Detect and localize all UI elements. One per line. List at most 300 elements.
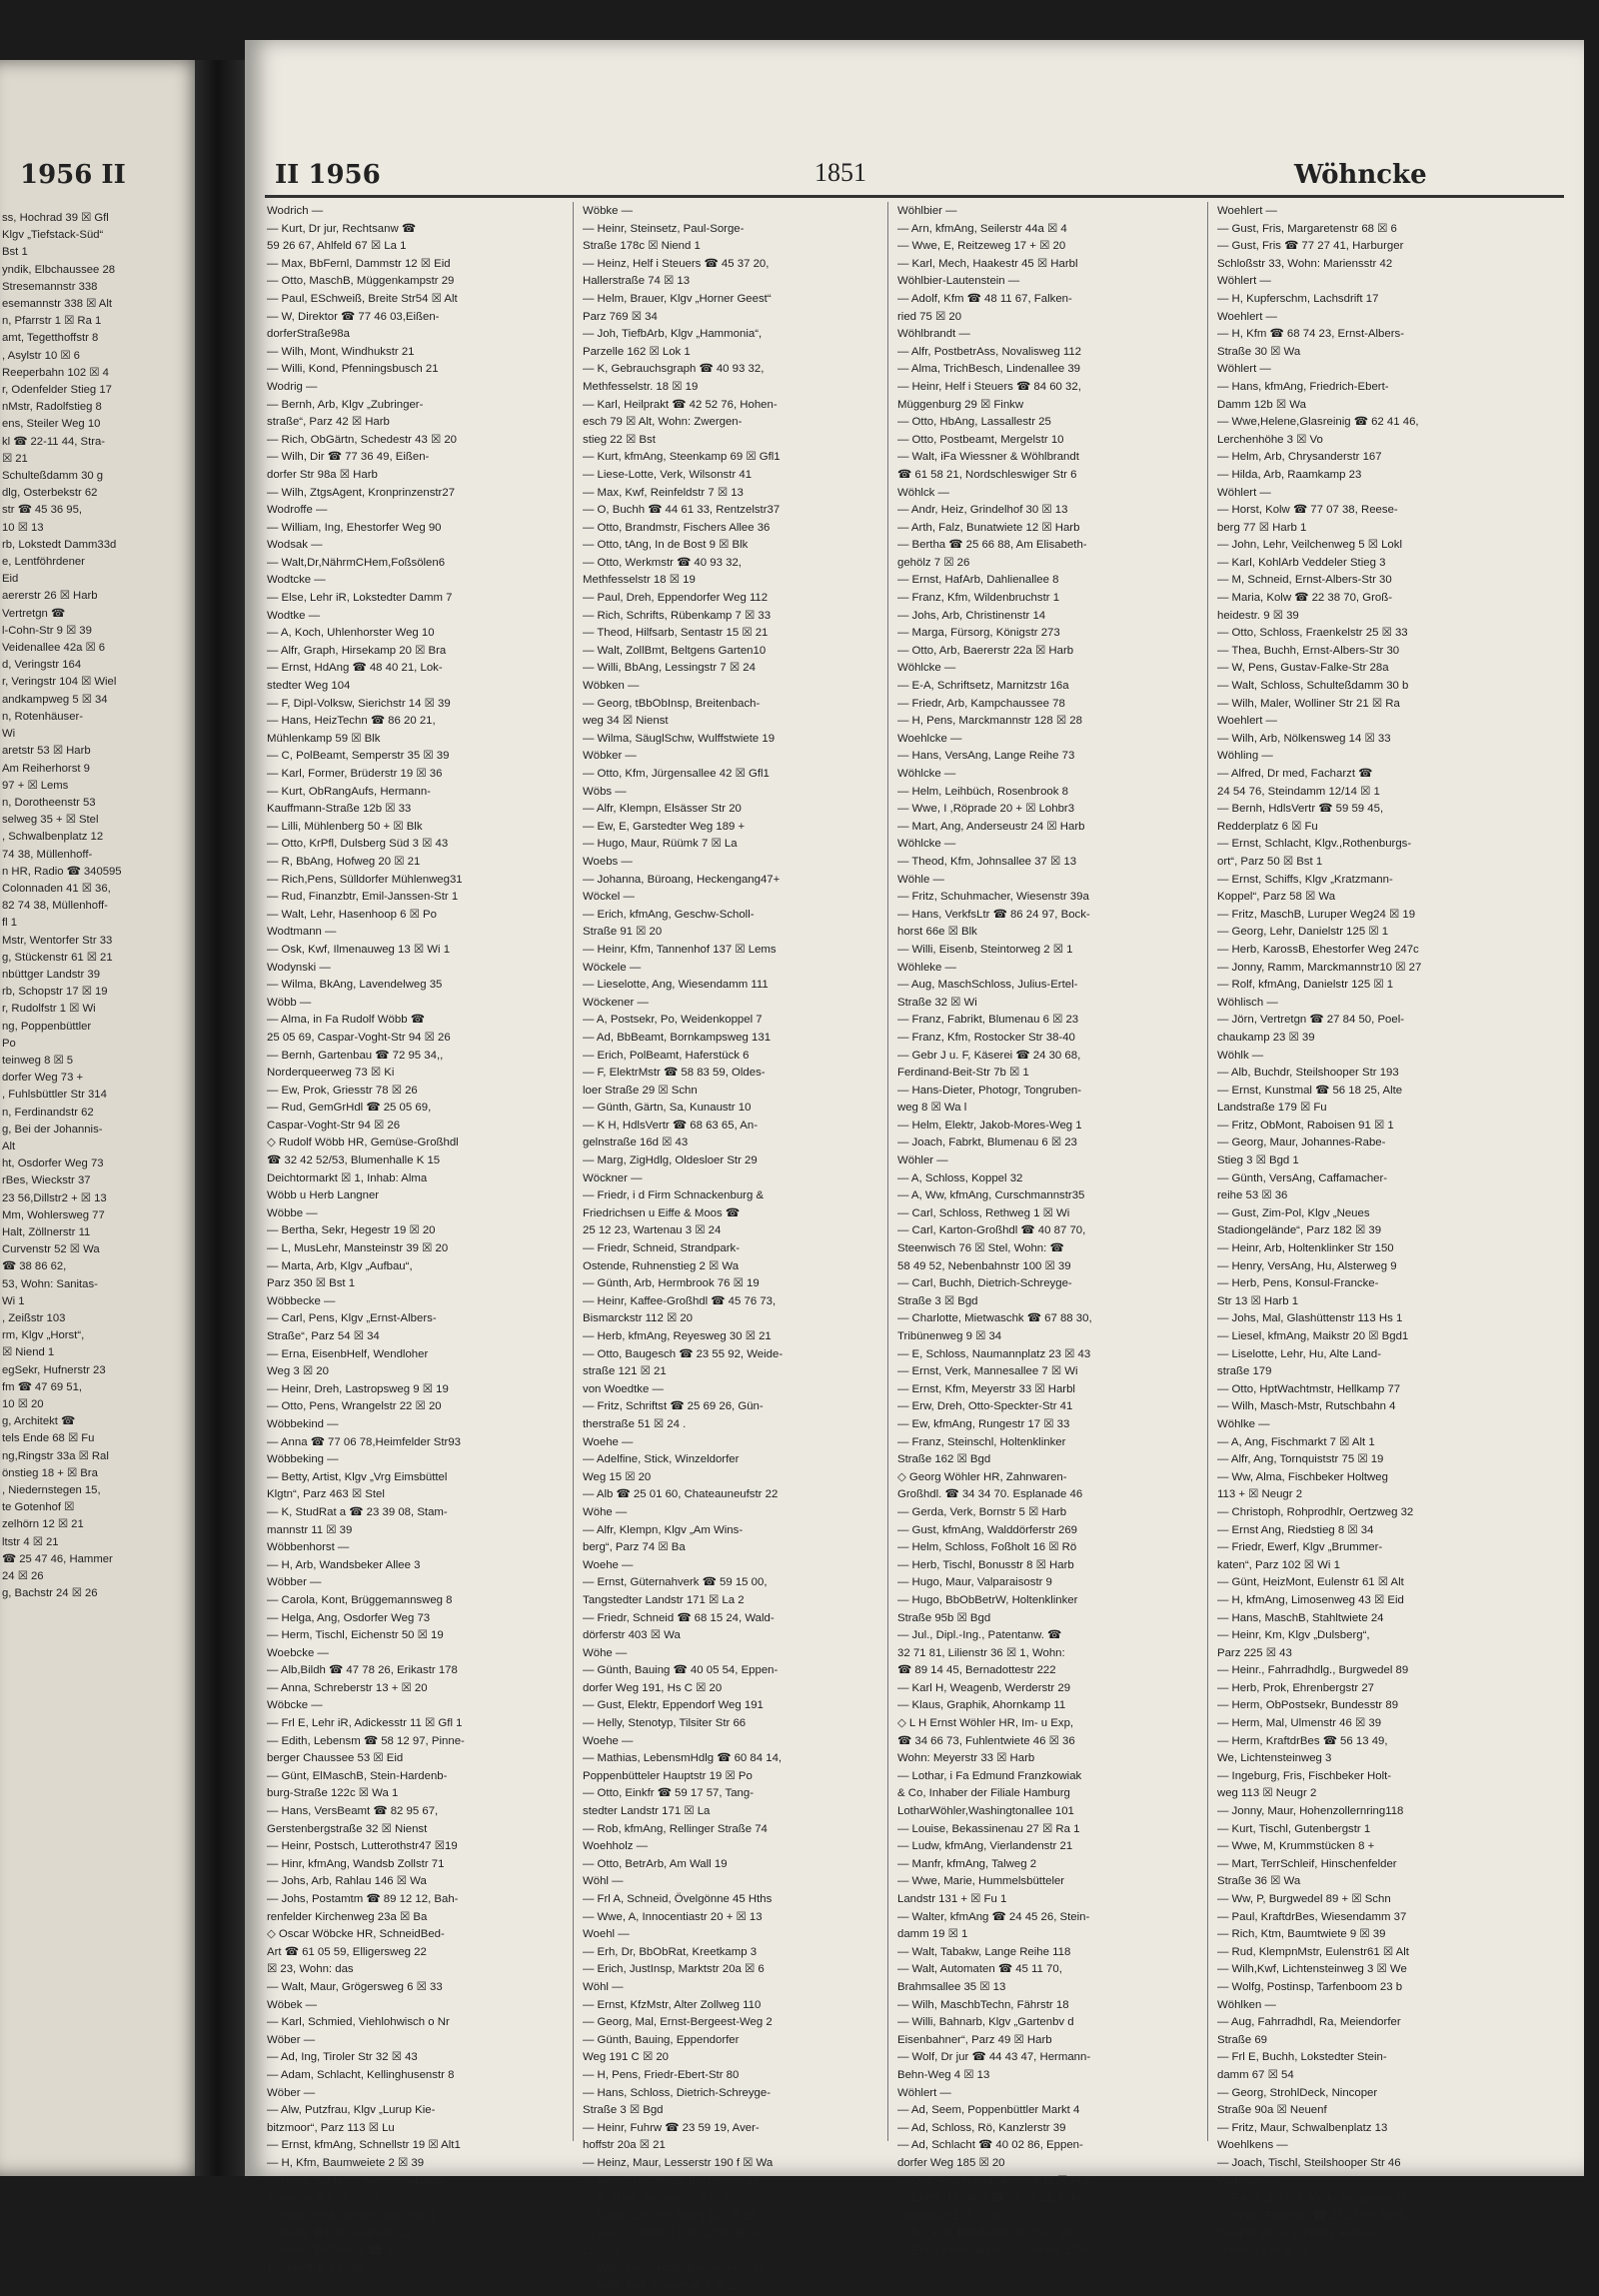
directory-entry: mannstr 24 ☒ 1, Wohn: Fieken-: [1217, 2227, 1378, 2240]
surname-heading: Wodtke —: [267, 609, 320, 622]
directory-entry: ◇ Georg Wöhler HR, Zahnwaren-: [897, 1470, 1067, 1483]
directory-entry: — Friedr, i d Firm Schnackenburg &: [583, 1189, 765, 1202]
directory-entry: — Wilma, SäuglSchw, Wulffstwiete 19: [583, 732, 776, 745]
directory-entry: — Otto, BetrArb, Am Wall 19: [583, 1857, 728, 1870]
directory-entry: — Carl, Schloss, Rethweg 1 ☒ Wi: [897, 1206, 1070, 1219]
directory-entry: — A, Koch, Uhlenhorster Weg 10: [267, 627, 435, 640]
directory-entry: — A, Schloss, Koppel 32: [897, 1171, 1023, 1184]
directory-entry: — Hans, MaschB, Stahltwiete 24: [1217, 1611, 1384, 1624]
directory-entry: — Bernh, Gartenbau ☎ 72 95 34,,: [267, 1049, 444, 1062]
directory-entry: — Otto, Kfm, Jürgensallee 42 ☒ Gfl1: [583, 768, 770, 780]
directory-entry: — Walter, kfmAng ☎ 24 45 26, Stein-: [897, 1910, 1090, 1923]
directory-entry: — Paul, ESchweiß, Breite Str54 ☒ Alt: [267, 292, 458, 305]
directory-entry: — Gust, Fris, Margaretenstr 68 ☒ 6: [1217, 222, 1397, 235]
surname-heading: von Woedtke —: [583, 1382, 664, 1395]
directory-entry: — Ernst, KfzMstr, Alter Zollweg 110: [583, 1998, 762, 2011]
directory-line: 82 74 38, Müllenhoff-: [2, 900, 108, 913]
directory-entry: — Paul, Schuhm., Loh, Lohbrügger: [583, 2227, 762, 2240]
directory-line: r, Rudolfstr 1 ☒ Wi: [2, 1003, 96, 1016]
directory-entry: — W, Pens, Gustav-Falke-Str 28a: [1217, 662, 1389, 675]
surname-heading: Wodrich —: [267, 205, 324, 217]
directory-column-2: [583, 203, 882, 2296]
directory-entry: chaukamp 23 ☒ 39: [1217, 1031, 1315, 1044]
directory-entry: — Rob, kfmAng, Rellinger Straße 74: [583, 1822, 768, 1835]
directory-entry: — Johs, Arb, Christinenstr 14: [897, 609, 1046, 622]
directory-entry: — H, Kupferschm, Lachsdrift 17: [1217, 292, 1379, 305]
directory-entry: — Wilma, BkAng, Lavendelweg 35: [267, 979, 443, 992]
directory-line: ☒ 21: [2, 452, 28, 465]
directory-line: aererstr 26 ☒ Harb: [2, 590, 98, 603]
surname-heading: Wöhlken —: [1217, 1998, 1276, 2011]
directory-line: g, Bachstr 24 ☒ 26: [2, 1587, 98, 1600]
directory-entry: — Max, BbFernl, Dammstr 12 ☒ Eid: [267, 257, 451, 270]
directory-entry: ort“, Parz 50 ☒ Bst 1: [1217, 855, 1323, 868]
directory-line: Po: [2, 1037, 16, 1050]
directory-entry: — Fritz, MaschB, Luruper Weg24 ☒ 19: [1217, 908, 1416, 921]
directory-entry: — Ad, BbBeamt, Bornkampsweg 131: [583, 1031, 772, 1044]
directory-entry: Parz 225 ☒ 43: [1217, 1646, 1292, 1659]
directory-entry: — Horst, Kolw ☎ 77 07 38, Reese-: [1217, 504, 1398, 517]
directory-entry: — A, Postsekr, Po, Weidenkoppel 7: [583, 1014, 763, 1027]
directory-entry: — M, Schneid, Ernst-Albers-Str 30: [1217, 574, 1392, 587]
directory-entry: — Hans, VersBeamt ☎ 82 95 67,: [267, 1805, 439, 1818]
directory-entry: weg 8 ☒ Wa l: [897, 1102, 967, 1115]
directory-entry: — Wilh, Masch-Mstr, Rutschbahn 4: [1217, 1400, 1396, 1413]
directory-entry: Kauffmann-Straße 12b ☒ 33: [267, 803, 412, 816]
directory-entry: Bismarckstr 112 ☒ 20: [583, 1312, 694, 1325]
directory-entry: — Adam, Schlacht, Kellinghusenstr 8: [267, 2068, 455, 2081]
directory-entry: — Henry, VersAng, Hu, Alsterweg 9: [1217, 1259, 1397, 1272]
directory-entry: — H, kfmAng, Limosenweg 43 ☒ Eid: [1217, 1593, 1404, 1606]
surname-heading: Wöhlck —: [897, 486, 949, 499]
directory-line: egSekr, Hufnerstr 23: [2, 1363, 106, 1376]
directory-entry: Straße 3 ☒ Bgd: [897, 1294, 978, 1307]
directory-line: zelhörn 12 ☒ 21: [2, 1518, 84, 1531]
directory-entry: — Fritz, Maur, Schwalbenplatz 13: [1217, 2121, 1388, 2134]
directory-line: n, Ferdinandstr 62: [2, 1106, 94, 1119]
directory-entry: Art ☎ 61 05 59, Elligersweg 22: [267, 1945, 427, 1958]
directory-entry: — Ww, P, Burgwedel 89 + ☒ Schn: [1217, 1893, 1391, 1905]
directory-entry: ciusstraße 179 ☒ 33: [897, 2209, 1001, 2222]
directory-line: g, Stückenstr 61 ☒ 21: [2, 951, 113, 964]
directory-entry: & Co, Inhaber der Filiale Hamburg: [897, 1787, 1070, 1800]
page-header: [245, 40, 1584, 200]
directory-entry: — Hans, Schloss, Dietrich-Schreyge-: [583, 2086, 772, 2099]
directory-entry: — C, PolBeamt, Semperstr 35 ☒ 39: [267, 750, 450, 763]
surname-heading: Wöhlert —: [1217, 275, 1271, 288]
directory-entry: — Otto, Einkfr ☎ 59 17 57, Tang-: [583, 1787, 754, 1800]
directory-line: dorfer Weg 73 +: [2, 1072, 84, 1085]
directory-line: d, Veringstr 164: [2, 659, 82, 672]
directory-entry: — Günt, HeizMont, Eulenstr 61 ☒ Alt: [1217, 1576, 1404, 1589]
directory-entry: — Joach, Fabrkt, Blumenau 6 ☒ 23: [897, 1137, 1077, 1149]
directory-entry: — Jul., Dipl.-Ing., Patentanw. ☎: [897, 1629, 1062, 1642]
directory-entry: dorfer Weg 185 ☒ 20: [897, 2156, 1005, 2169]
surname-heading: Wöhlbier —: [897, 205, 957, 217]
directory-entry: — Adelfine, Stick, Winzeldorfer: [583, 1453, 740, 1466]
directory-entry: — Bertha, Sekr, Hegestr 19 ☒ 20: [267, 1224, 436, 1237]
directory-entry: ◇ Oscar Wöbcke HR, SchneidBed-: [267, 1928, 445, 1941]
directory-entry: Lerchenhöhe 3 ☒ Vo: [1217, 433, 1323, 446]
directory-entry: heidestr. 9 ☒ 39: [1217, 609, 1299, 622]
surname-heading: Woebs —: [583, 855, 633, 868]
directory-entry: — Helga, Ang, Osdorfer Weg 73: [267, 1611, 431, 1624]
surname-heading: Wöbb —: [267, 996, 312, 1009]
directory-entry: — Fritz, Schuhmacher, Wiesenstr 39a: [897, 891, 1089, 904]
directory-entry: — K, Mont, Wohlwillstr 7 ☒ 4: [583, 2192, 730, 2205]
surname-heading: Wöbker —: [583, 750, 637, 763]
directory-entry: stieg 22 ☒ Bst: [583, 433, 656, 446]
directory-entry: — Gust, Elektr, Eppendorf Weg 191: [583, 1699, 764, 1712]
directory-entry: — John, Lehr, Veilchenweg 5 ☒ Lokl: [1217, 539, 1402, 552]
directory-entry: — Herb, Prok, Ehrenbergstr 27: [1217, 1681, 1375, 1694]
directory-entry: Wöbb u Herb Langner: [267, 1189, 380, 1202]
directory-entry: — H, Pens, Friedr-Ebert-Str 80: [583, 2068, 740, 2081]
directory-entry: — Willi, Kond, Pfenningsbusch 21: [267, 363, 439, 376]
directory-entry: — Bernh, HdlsVertr ☎ 59 59 45,: [1217, 803, 1384, 816]
directory-entry: — Erh, Dr, BbObRat, Kreetkamp 3: [583, 1945, 758, 1958]
directory-entry: — Otto, Pens, Wrangelstr 22 ☒ 20: [267, 1400, 442, 1413]
directory-entry: straße 121 ☒ 21: [583, 1365, 667, 1378]
directory-entry: — Lilli, Mühlenberg 50 + ☒ Blk: [267, 820, 423, 833]
directory-entry: — Rolf, kfmAng, Danielstr 125 ☒ 1: [1217, 979, 1394, 992]
surname-heading: Wodrig —: [267, 380, 318, 393]
directory-entry: — Hugo, BbObBetrW, Holtenklinker: [897, 1593, 1078, 1606]
surname-heading: Wöhle —: [897, 873, 944, 886]
page-number: 1851: [814, 158, 866, 187]
directory-entry: — Carola, Kont, Brüggemannsweg 8: [267, 1593, 453, 1606]
directory-column-4: [1217, 203, 1517, 2260]
directory-entry: — Heinr, Kaffee-Großhdl ☎ 45 76 73,: [583, 1294, 777, 1307]
directory-entry: — Mart, Ang, Anderseustr 24 ☒ Harb: [897, 820, 1085, 833]
directory-entry: — Ew, Prok, Griesstr 78 ☒ 26: [267, 1084, 418, 1097]
directory-entry: — Alfr, Klempn, Klgv „Am Wins-: [583, 1523, 744, 1536]
directory-entry: — Otto, tAng, In de Bost 9 ☒ Blk: [583, 539, 749, 552]
directory-entry: Str 13 ☒ Harb 1: [1217, 1294, 1299, 1307]
directory-line: e, Lentföhrdener: [2, 556, 85, 569]
directory-entry: — Maria, Kolw ☎ 22 38 70, Groß-: [1217, 592, 1392, 605]
directory-line: rm, Klgv „Horst“,: [2, 1329, 85, 1342]
directory-entry: — Wilh, Maler, Wolliner Str 21 ☒ Ra: [1217, 697, 1400, 710]
surname-heading: Wöhling —: [1217, 750, 1273, 763]
directory-entry: stedter Weg 104: [267, 680, 351, 693]
directory-entry: ried 75 ☒ 20: [897, 310, 962, 323]
directory-entry: straße 179: [1217, 1365, 1272, 1378]
directory-line: ss, Hochrad 39 ☒ Gfl: [2, 212, 109, 224]
directory-entry: — Heinr, Helf i Steuers ☎ 84 60 32,: [897, 380, 1081, 393]
directory-entry: — Otto, Baugesch ☎ 23 55 92, Weide-: [583, 1347, 784, 1360]
directory-entry: — Heinr, BbObInsp ☎ 38 60 64,: [267, 2244, 434, 2257]
surname-heading: Woehlcke —: [897, 732, 962, 745]
directory-entry: — E-A, Schriftsetz, Marnitzstr 16a: [897, 680, 1069, 693]
directory-entry: — Hans, Schlacht, Hermann-Kauff-: [267, 2174, 446, 2187]
directory-entry: — Friedr, Ewerf, Klgv „Brummer-: [1217, 1541, 1383, 1554]
directory-entry: — Heinr, Dreh, Lastropsweg 9 ☒ 19: [267, 1382, 449, 1395]
directory-entry: Landstraße 179 ☒ Fu: [1217, 1102, 1327, 1115]
directory-entry: — Kurt, kfmAng, Steenkamp 69 ☒ Gfl1: [583, 451, 781, 464]
directory-line: , Asylstr 10 ☒ 6: [2, 349, 80, 362]
directory-entry: berger Chaussee 53 ☒ Eid: [267, 1752, 404, 1765]
directory-entry: — Gust, Zim-Pol, Klgv „Neues: [1217, 1206, 1370, 1219]
directory-entry: — Wilh, ZtgsAgent, Kronprinzenstr27: [267, 486, 456, 499]
surname-heading: Wöhler —: [897, 1154, 948, 1167]
directory-entry: — Otto, Arb, Baererstr 22a ☒ Harb: [897, 644, 1074, 657]
directory-entry: — Alb ☎ 25 01 60, Chateauneufstr 22: [583, 1488, 779, 1501]
directory-entry: — Liselotte, Lehr, Hu, Alte Land-: [1217, 1347, 1381, 1360]
directory-entry: — Ludw, kfmAng, Vierlandenstr 21: [897, 1840, 1073, 1853]
directory-entry: — Jörn, Vertretgn ☎ 27 84 50, Poel-: [1217, 1014, 1405, 1027]
directory-entry: straße“, Parz 42 ☒ Harb: [267, 416, 390, 429]
directory-line: Vertretgn ☎: [2, 607, 66, 620]
directory-entry: — Erich, JustInsp, Marktstr 20a ☒ 6: [583, 1963, 765, 1976]
directory-entry: — Günth, VersAng, Caffamacher-: [1217, 1171, 1388, 1184]
directory-entry: — Kurt, Tischl, Gutenbergstr 1: [1217, 1822, 1371, 1835]
directory-line: te Gotenhof ☒: [2, 1501, 75, 1514]
directory-entry: — Friedr, Schneid, Strandpark-: [583, 1242, 741, 1255]
directory-entry: — Friedr, Schneid ☎ 68 15 24, Wald-: [583, 1611, 775, 1624]
directory-entry: — Arth, Falz, Bunatwiete 12 ☒ Harb: [897, 521, 1080, 534]
directory-entry: — Wilh, Arb, Nölkensweg 14 ☒ 33: [1217, 732, 1391, 745]
directory-line: nbüttger Landstr 39: [2, 968, 100, 981]
directory-line: Stresemannstr 338: [2, 280, 98, 293]
directory-entry: — Heinr, Km, Klgv „Dulsberg“,: [1217, 1629, 1370, 1642]
directory-entry: dorferStraße98a: [267, 328, 350, 341]
surname-heading: Wöckener —: [583, 996, 649, 1009]
directory-entry: — Erw, Dreh, Otto-Speckter-Str 41: [897, 1400, 1073, 1413]
directory-entry: — Hans-Dieter, Photogr, Tongruben-: [897, 1084, 1082, 1097]
directory-entry: — Wilh, MaschbTechn, Fährstr 18: [897, 1998, 1069, 2011]
directory-entry: — Rud, GemGrHdl ☎ 25 05 69,: [267, 1102, 432, 1115]
directory-entry: — Lothar, i Fa Edmund Franzkowiak: [897, 1769, 1082, 1782]
surname-heading: Woehlert —: [1217, 715, 1277, 728]
directory-entry: — Kurt, ObRangAufs, Hermann-: [267, 785, 431, 798]
directory-entry: — Else, Lehr iR, Lokstedter Damm 7: [267, 592, 453, 605]
directory-line: nMstr, Radolfstieg 8: [2, 401, 102, 414]
directory-entry: Straße 91 ☒ 20: [583, 926, 663, 939]
directory-line: Halt, Zöllnerstr 11: [2, 1225, 91, 1238]
directory-entry: Mühlenkamp 59 ☒ Blk: [267, 732, 381, 745]
directory-entry: ☎ 61 58 21, Nordschleswiger Str 6: [897, 468, 1077, 481]
directory-entry: — Günth, Gärtn, Sa, Kunaustr 10: [583, 1102, 752, 1115]
surname-heading: Wöckner —: [583, 1171, 643, 1184]
directory-entry: — Marga, Fürsorg, Königstr 273: [897, 627, 1060, 640]
surname-heading: Wöbbe —: [267, 1206, 318, 1219]
column-divider: [573, 202, 574, 2141]
directory-line: n, Rotenhäuser-: [2, 710, 84, 723]
directory-entry: — Otto, KrPfl, Dulsberg Süd 3 ☒ 43: [267, 838, 449, 851]
directory-entry: — Herm, Mal, Ulmenstr 46 ☒ 39: [1217, 1717, 1382, 1730]
directory-entry: — Friedr, ZimPol, Mellenbergsweg 91: [1217, 2192, 1408, 2205]
directory-entry: — Johs, Arb, Rahlau 146 ☒ Wa: [267, 1875, 427, 1888]
directory-entry: — H, Kfm ☎ 68 74 23, Ernst-Albers-: [1217, 328, 1405, 341]
directory-entry: — Mart, TerrSchleif, Hinschenfelder: [1217, 1857, 1397, 1870]
directory-line: rBes, Wieckstr 37: [2, 1174, 91, 1187]
directory-entry: Straße“, Parz 54 ☒ 34: [267, 1330, 380, 1342]
directory-entry: — Heinr, Steinsetz, Paul-Sorge-: [583, 222, 745, 235]
directory-entry: — O, Buchh ☎ 44 61 33, Rentzelstr37: [583, 504, 781, 517]
directory-entry: dorfweg 130 ☒ 33: [1217, 2244, 1309, 2257]
book-spine: [195, 60, 250, 2176]
directory-entry: — Hugo, Maur, Rüümk 7 ☒ La: [583, 838, 738, 851]
directory-entry: Großhdl. ☎ 34 34 70. Esplanade 46: [897, 1488, 1083, 1501]
surname-heading: Wöhe —: [583, 1646, 628, 1659]
directory-entry: 58 49 52, Nebenbahnstr 100 ☒ 39: [897, 1259, 1071, 1272]
directory-entry: dorfer Weg 191, Hs C ☒ 20: [583, 1681, 723, 1694]
directory-entry: Landstr 36: [583, 2244, 637, 2257]
directory-entry: berg 77 ☒ Harb 1: [1217, 521, 1307, 534]
directory-entry: — Herb, Pens, Konsul-Francke-: [1217, 1277, 1379, 1290]
directory-entry: — Wwe, A, Innocentiastr 20 + ☒ 13: [583, 1910, 763, 1923]
surname-heading: Woehl —: [583, 1928, 630, 1941]
directory-line: esemannstr 338 ☒ Alt: [2, 298, 112, 311]
directory-entry: — Wolf, Dr jur ☎ 44 43 47, Hermann-: [897, 2051, 1091, 2064]
directory-line: önstieg 18 + ☒ Bra: [2, 1466, 98, 1479]
directory-entry: horst 66e ☒ Blk: [897, 926, 977, 939]
directory-entry: — K, Gebrauchsgraph ☎ 40 93 32,: [583, 363, 765, 376]
surname-heading: Wöhlcke —: [897, 768, 956, 780]
directory-entry: — Ed, Kwf, Borgfelder Str 24 ☒ 26: [897, 2227, 1073, 2240]
directory-entry: — Karl, KohlArb Veddeler Stieg 3: [1217, 556, 1386, 569]
directory-entry: — Jonny, Ramm, Marckmannstr10 ☒ 27: [1217, 961, 1422, 974]
surname-heading: Wöbs —: [583, 785, 627, 798]
directory-entry: — Frl A, Schneid, Övelgönne 45 Hths: [583, 1893, 773, 1905]
directory-entry: — Fritz, Schriftst ☎ 25 69 26, Gün-: [583, 1400, 764, 1413]
directory-entry: Straße 69: [1217, 2033, 1268, 2046]
directory-entry: — Klaus, Graphik, Ahornkamp 11: [897, 1699, 1066, 1712]
directory-entry: loer Straße 29 ☒ Schn: [583, 1084, 698, 1097]
directory-entry: — Johanna, Büroang, Heckengang47+: [583, 873, 781, 886]
directory-entry: — Karl, Schmied, Viehlohwisch o Nr: [267, 2016, 450, 2029]
surname-heading: Wöhlcke —: [897, 662, 956, 675]
directory-entry: — Aug, Fahrradhdl, Ra, Meiendorfer: [1217, 2016, 1401, 2029]
directory-entry: — Ludw, Zim, Heußweg 108 ☒ 19: [583, 2209, 756, 2222]
directory-entry: — Hilda, Arb, Raamkamp 23: [1217, 468, 1362, 481]
directory-entry: Straße 3 ☒ Bgd: [583, 2104, 664, 2117]
directory-line: 97 + ☒ Lems: [2, 779, 69, 792]
directory-entry: berg“, Parz 74 ☒ Ba: [583, 1541, 686, 1554]
directory-entry: — Walt, Lehr, Hasenhoop 6 ☒ Po: [267, 908, 437, 921]
directory-entry: Tangstedter Landstr 171 ☒ La 2: [583, 1593, 745, 1606]
directory-page: [245, 40, 1584, 2293]
directory-entry: Weg 3 ☒ 20: [267, 1365, 329, 1378]
directory-line: l-Cohn-Str 9 ☒ 39: [2, 624, 92, 637]
directory-line: ☒ Niend 1: [2, 1346, 55, 1359]
directory-entry: dörferstr 403 ☒ Wa: [583, 1629, 681, 1642]
directory-entry: reihe 53 ☒ 36: [1217, 1189, 1288, 1202]
directory-entry: — Herm, KraftdrBes ☎ 56 13 49,: [1217, 1734, 1388, 1747]
directory-line: 23 56,Dillstr2 + ☒ 13: [2, 1191, 107, 1204]
directory-entry: Methfesselstr. 18 ☒ 19: [583, 380, 699, 393]
surname-heading: Wöhe —: [583, 1505, 628, 1518]
surname-heading: Wöhlbrandt —: [897, 328, 970, 341]
directory-entry: Hallerstraße 74 ☒ 13: [583, 275, 691, 288]
directory-entry: — Hugo, Maur, Valparaisostr 9: [897, 1576, 1052, 1589]
directory-entry: — Hans, VerkfsLtr ☎ 86 24 97, Bock-: [897, 908, 1090, 921]
directory-entry: — Helm, Elektr, Jakob-Mores-Weg 1: [897, 1119, 1082, 1132]
surname-heading: Woehlert —: [1217, 310, 1277, 323]
directory-entry: — Georg, tBbObInsp, Breitenbach-: [583, 697, 761, 710]
directory-line: tels Ende 68 ☒ Fu: [2, 1432, 95, 1445]
directory-entry: bitzmoor“, Parz 113 ☒ Lu: [267, 2121, 395, 2134]
directory-entry: — Herb, Tischl, Bonusstr 8 ☒ Harb: [897, 1558, 1074, 1571]
directory-entry: — Adolf, Kfm ☎ 48 11 67, Falken-: [897, 292, 1072, 305]
directory-entry: — Heinr., Fahrradhdlg., Burgwedel 89: [1217, 1664, 1409, 1677]
column-divider: [1207, 202, 1208, 2141]
directory-line: kl ☎ 22-11 44, Stra-: [2, 435, 106, 448]
directory-entry: renfelder Kirchenweg 23a ☒ Ba: [267, 1910, 428, 1923]
directory-entry: Straße 32 ☒ Wi: [897, 996, 977, 1009]
surname-heading: Wöbbenhorst —: [267, 1541, 350, 1554]
directory-entry: 59 26 67, Ahlfeld 67 ☒ La 1: [267, 240, 407, 253]
directory-entry: — Karl H, Weagenb, Werderstr 29: [897, 1681, 1071, 1694]
directory-line: Klgv „Tiefstack-Süd“: [2, 229, 104, 242]
directory-entry: 25 12 23, Wartenau 3 ☒ 24: [583, 1224, 722, 1237]
directory-entry: — Rich, Ktm, Baumtwiete 9 ☒ 39: [1217, 1928, 1386, 1941]
directory-line: Reeperbahn 102 ☒ 4: [2, 366, 109, 379]
directory-line: Alt: [2, 1140, 16, 1152]
directory-entry: — Helly, Stenotyp, Tilsiter Str 66: [583, 1717, 747, 1730]
directory-line: n, Dorotheenstr 53: [2, 796, 96, 809]
directory-entry: — Gerda, Verk, Bornstr 5 ☒ Harb: [897, 1505, 1067, 1518]
directory-entry: — Carl, Pens, Klgv „Ernst-Albers-: [267, 1312, 437, 1325]
directory-line: Mm, Wohlersweg 77: [2, 1208, 105, 1221]
directory-line: 53, Wohn: Sanitas-: [2, 1277, 98, 1290]
directory-entry: — Carl, Arb, Hagebökenholt 11 ☒ Fu1: [897, 2174, 1090, 2187]
directory-line: 10 ☒ 20: [2, 1398, 44, 1411]
directory-entry: — Willi, Bahnarb, Klgv „Gartenbv d: [897, 2016, 1074, 2029]
directory-entry: — Herm, Tischl, Eichenstr 50 ☒ 19: [267, 1629, 444, 1642]
directory-entry: hoffstr 20a ☒ 21: [583, 2139, 666, 2152]
directory-entry: — Mathias, LebensmHdlg ☎ 60 84 14,: [583, 1752, 783, 1765]
directory-entry: — Carl, Karton-Großhdl ☎ 40 87 70,: [897, 1224, 1086, 1237]
surname-heading: Woehlkens —: [1217, 2139, 1288, 2152]
directory-entry: — Ernst, Kfm, Meyerstr 33 ☒ Harbl: [897, 1382, 1075, 1395]
directory-entry: — Frl E, Buchh, Lokstedter Stein-: [1217, 2051, 1387, 2064]
directory-entry: — Heinr, Kfm, Tannenhof 137 ☒ Lems: [583, 943, 777, 956]
directory-entry: — Ernst, Güternahverk ☎ 59 15 00,: [583, 1576, 768, 1589]
directory-line: , Niedernstegen 15,: [2, 1484, 101, 1497]
directory-entry: Behn-Weg 4 ☒ 13: [897, 2068, 990, 2081]
directory-line: str ☎ 45 36 95,: [2, 504, 83, 517]
directory-entry: — Marg, ZigHdlg, Oldesloer Str 29: [583, 1154, 758, 1167]
directory-entry: — Franz, Kfm, Rostocker Str 38-40: [897, 1031, 1075, 1044]
directory-line: ltstr 4 ☒ 21: [2, 1535, 59, 1548]
surname-heading: Wodtcke —: [267, 574, 326, 587]
directory-entry: — Georg, Lehr, Danielstr 125 ☒ 1: [1217, 926, 1389, 939]
column-divider: [887, 202, 888, 2141]
directory-line: Eid: [2, 573, 19, 586]
directory-entry: — Otto, HbAng, Lassallestr 25: [897, 416, 1051, 429]
directory-line: rb, Schopstr 17 ☒ 19: [2, 986, 108, 999]
directory-entry: — Heinr, Fuhrw ☎ 23 59 19, Aver-: [583, 2121, 760, 2134]
directory-line: Curvenstr 52 ☒ Wa: [2, 1243, 100, 1256]
directory-line: n HR, Radio ☎ 340595: [2, 865, 122, 878]
directory-line: ht, Osdorfer Weg 73: [2, 1157, 104, 1170]
directory-entry: — Manfr, kfmAng, Talweg 2: [897, 1857, 1037, 1870]
directory-entry: — H, Kfm, Baumweiete 2 ☒ 39: [267, 2156, 425, 2169]
directory-entry: — Ew, kfmAng, Rungestr 17 ☒ 33: [897, 1417, 1070, 1430]
directory-entry: — Marta, Arb, Klgv „Aufbau“,: [267, 1259, 413, 1272]
directory-column-1: [267, 203, 567, 2278]
directory-entry: Damm 12b ☒ Wa: [1217, 398, 1306, 411]
directory-line: ☎ 38 86 62,: [2, 1260, 67, 1273]
directory-entry: — Carl, Buchh, Dietrich-Schreyge-: [897, 1277, 1072, 1290]
header-rule: [265, 195, 1564, 198]
directory-entry: — Alfr, Klempn, Elsässer Str 20: [583, 803, 742, 816]
directory-entry: — Otto, HptWachtmstr, Hellkamp 77: [1217, 1382, 1401, 1395]
directory-line: ng,Ringstr 33a ☒ Ral: [2, 1449, 109, 1462]
directory-entry: — Franz, Steinschl, Holtenklinker: [897, 1435, 1066, 1448]
